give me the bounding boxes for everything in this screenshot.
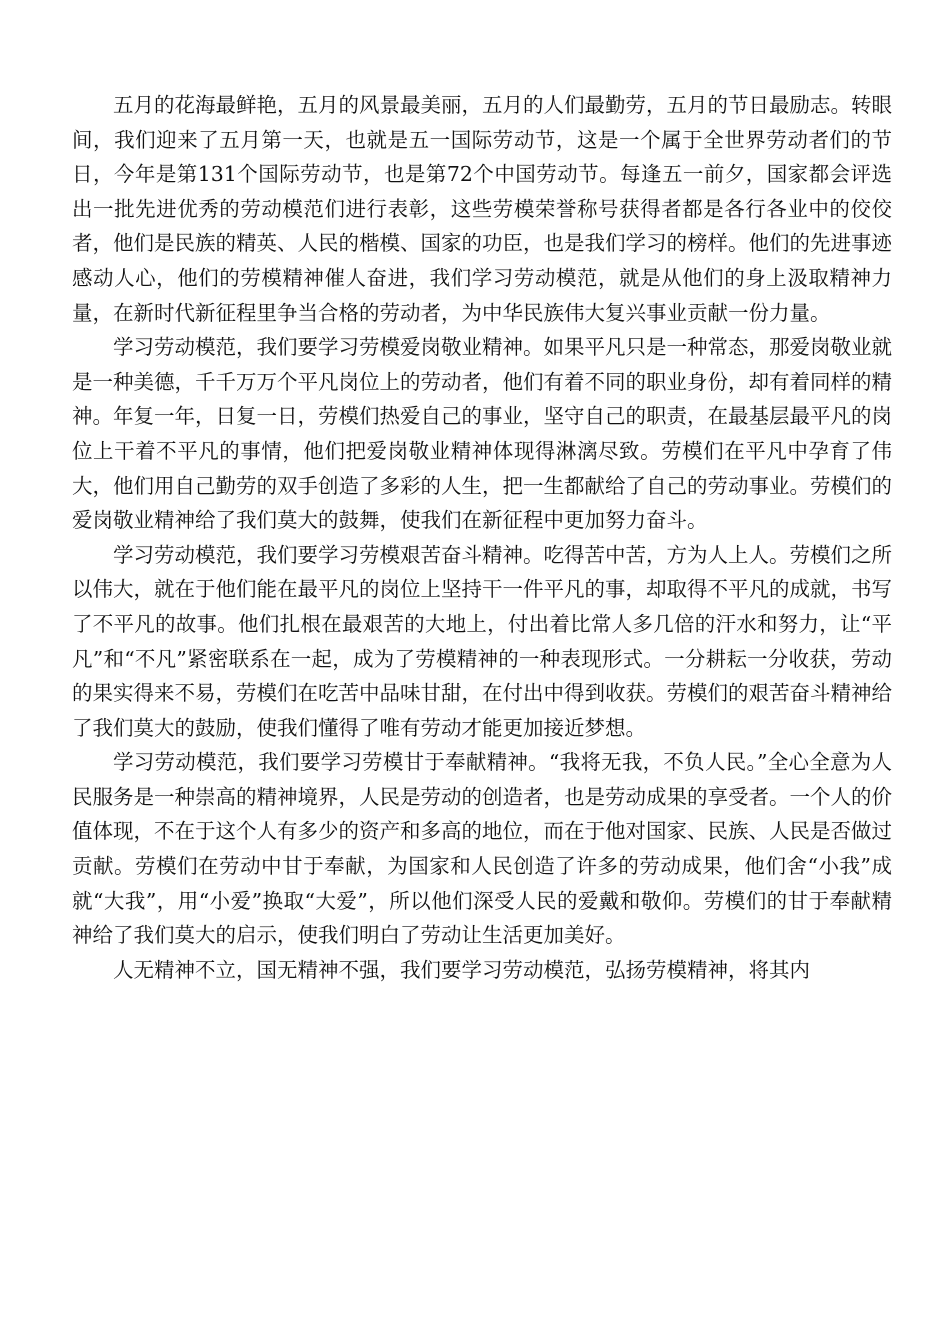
paragraph-dedication: 学习劳动模范，我们要学习劳模爱岗敬业精神。如果平凡只是一种常态，那爱岗敬业就是一种美德，千千万万个平凡岗位上的劳动者，他们有着不同的职业身份，却有着同样的精神。年复一年，日复一日，劳模们热爱自己的事业，坚守自己的职责，在最基层最平凡的岗位上干着不平凡的事情，他们把爱岗敬业精神体现得淋漓尽致。劳模们在平凡中孕育了伟大，他们用自己勤劳的双手创造了多彩的人生，把一生都献给了自己的劳动事业。劳模们的爱岗敬业精神给了我们莫大的鼓舞，使我们在新征程中更加努力奋斗。: [72, 335, 892, 533]
paragraph-conclusion: 人无精神不立，国无精神不强，我们要学习劳动模范，弘扬劳模精神，将其内: [113, 957, 810, 982]
paragraph-devotion: 学习劳动模范，我们要学习劳模甘于奉献精神。“我将无我，不负人民。”全心全意为人民服务是一种崇高的精神境界，人民是劳动的创造者，也是劳动成果的享受者。一个人的价值体现，不在于这个人有多少的资产和多高的地位，而在于他对国家、民族、人民是否做过贡献。劳模们在劳动中甘于奉献，为国家和人民创造了许多的劳动成果，他们舍“小我”成就“大我”，用“小爱”换取“大爱”，所以他们深受人民的爱戴和敬仰。劳模们的甘于奉献精神给了我们莫大的启示，使我们明白了劳动让生活更加美好。: [72, 750, 892, 948]
paragraph-hard-work: 学习劳动模范，我们要学习劳模艰苦奋斗精神。吃得苦中苦，方为人上人。劳模们之所以伟大，就在于他们能在最平凡的岗位上坚持干一件平凡的事，却取得不平凡的成就，书写了不平凡的故事。他们扎根在最艰苦的大地上，付出着比常人多几倍的汗水和努力，让“平凡”和“不凡”紧密联系在一起，成为了劳模精神的一种表现形式。一分耕耘一分收获，劳动的果实得来不易，劳模们在吃苦中品味甘甜，在付出中得到收获。劳模们的艰苦奋斗精神给了我们莫大的鼓励，使我们懂得了唯有劳动才能更加接近梦想。: [72, 542, 892, 740]
paragraph-intro: 五月的花海最鲜艳，五月的风景最美丽，五月的人们最勤劳，五月的节日最励志。转眼间，我们迎来了五月第一天，也就是五一国际劳动节，这是一个属于全世界劳动者们的节日，今年是第131个国际劳动节，也是第72个中国劳动节。每逢五一前夕，国家都会评选出一批先进优秀的劳动模范们进行表彰，这些劳模荣誉称号获得者都是各行各业中的佼佼者，他们是民族的精英、人民的楷模、国家的功臣，也是我们学习的榜样。他们的先进事迹感动人心，他们的劳模精神催人奋进，我们学习劳动模范，就是从他们的身上汲取精神力量，在新时代新征程里争当合格的劳动者，为中华民族伟大复兴事业贡献一份力量。: [72, 93, 892, 325]
document-page: [72, 88, 892, 987]
